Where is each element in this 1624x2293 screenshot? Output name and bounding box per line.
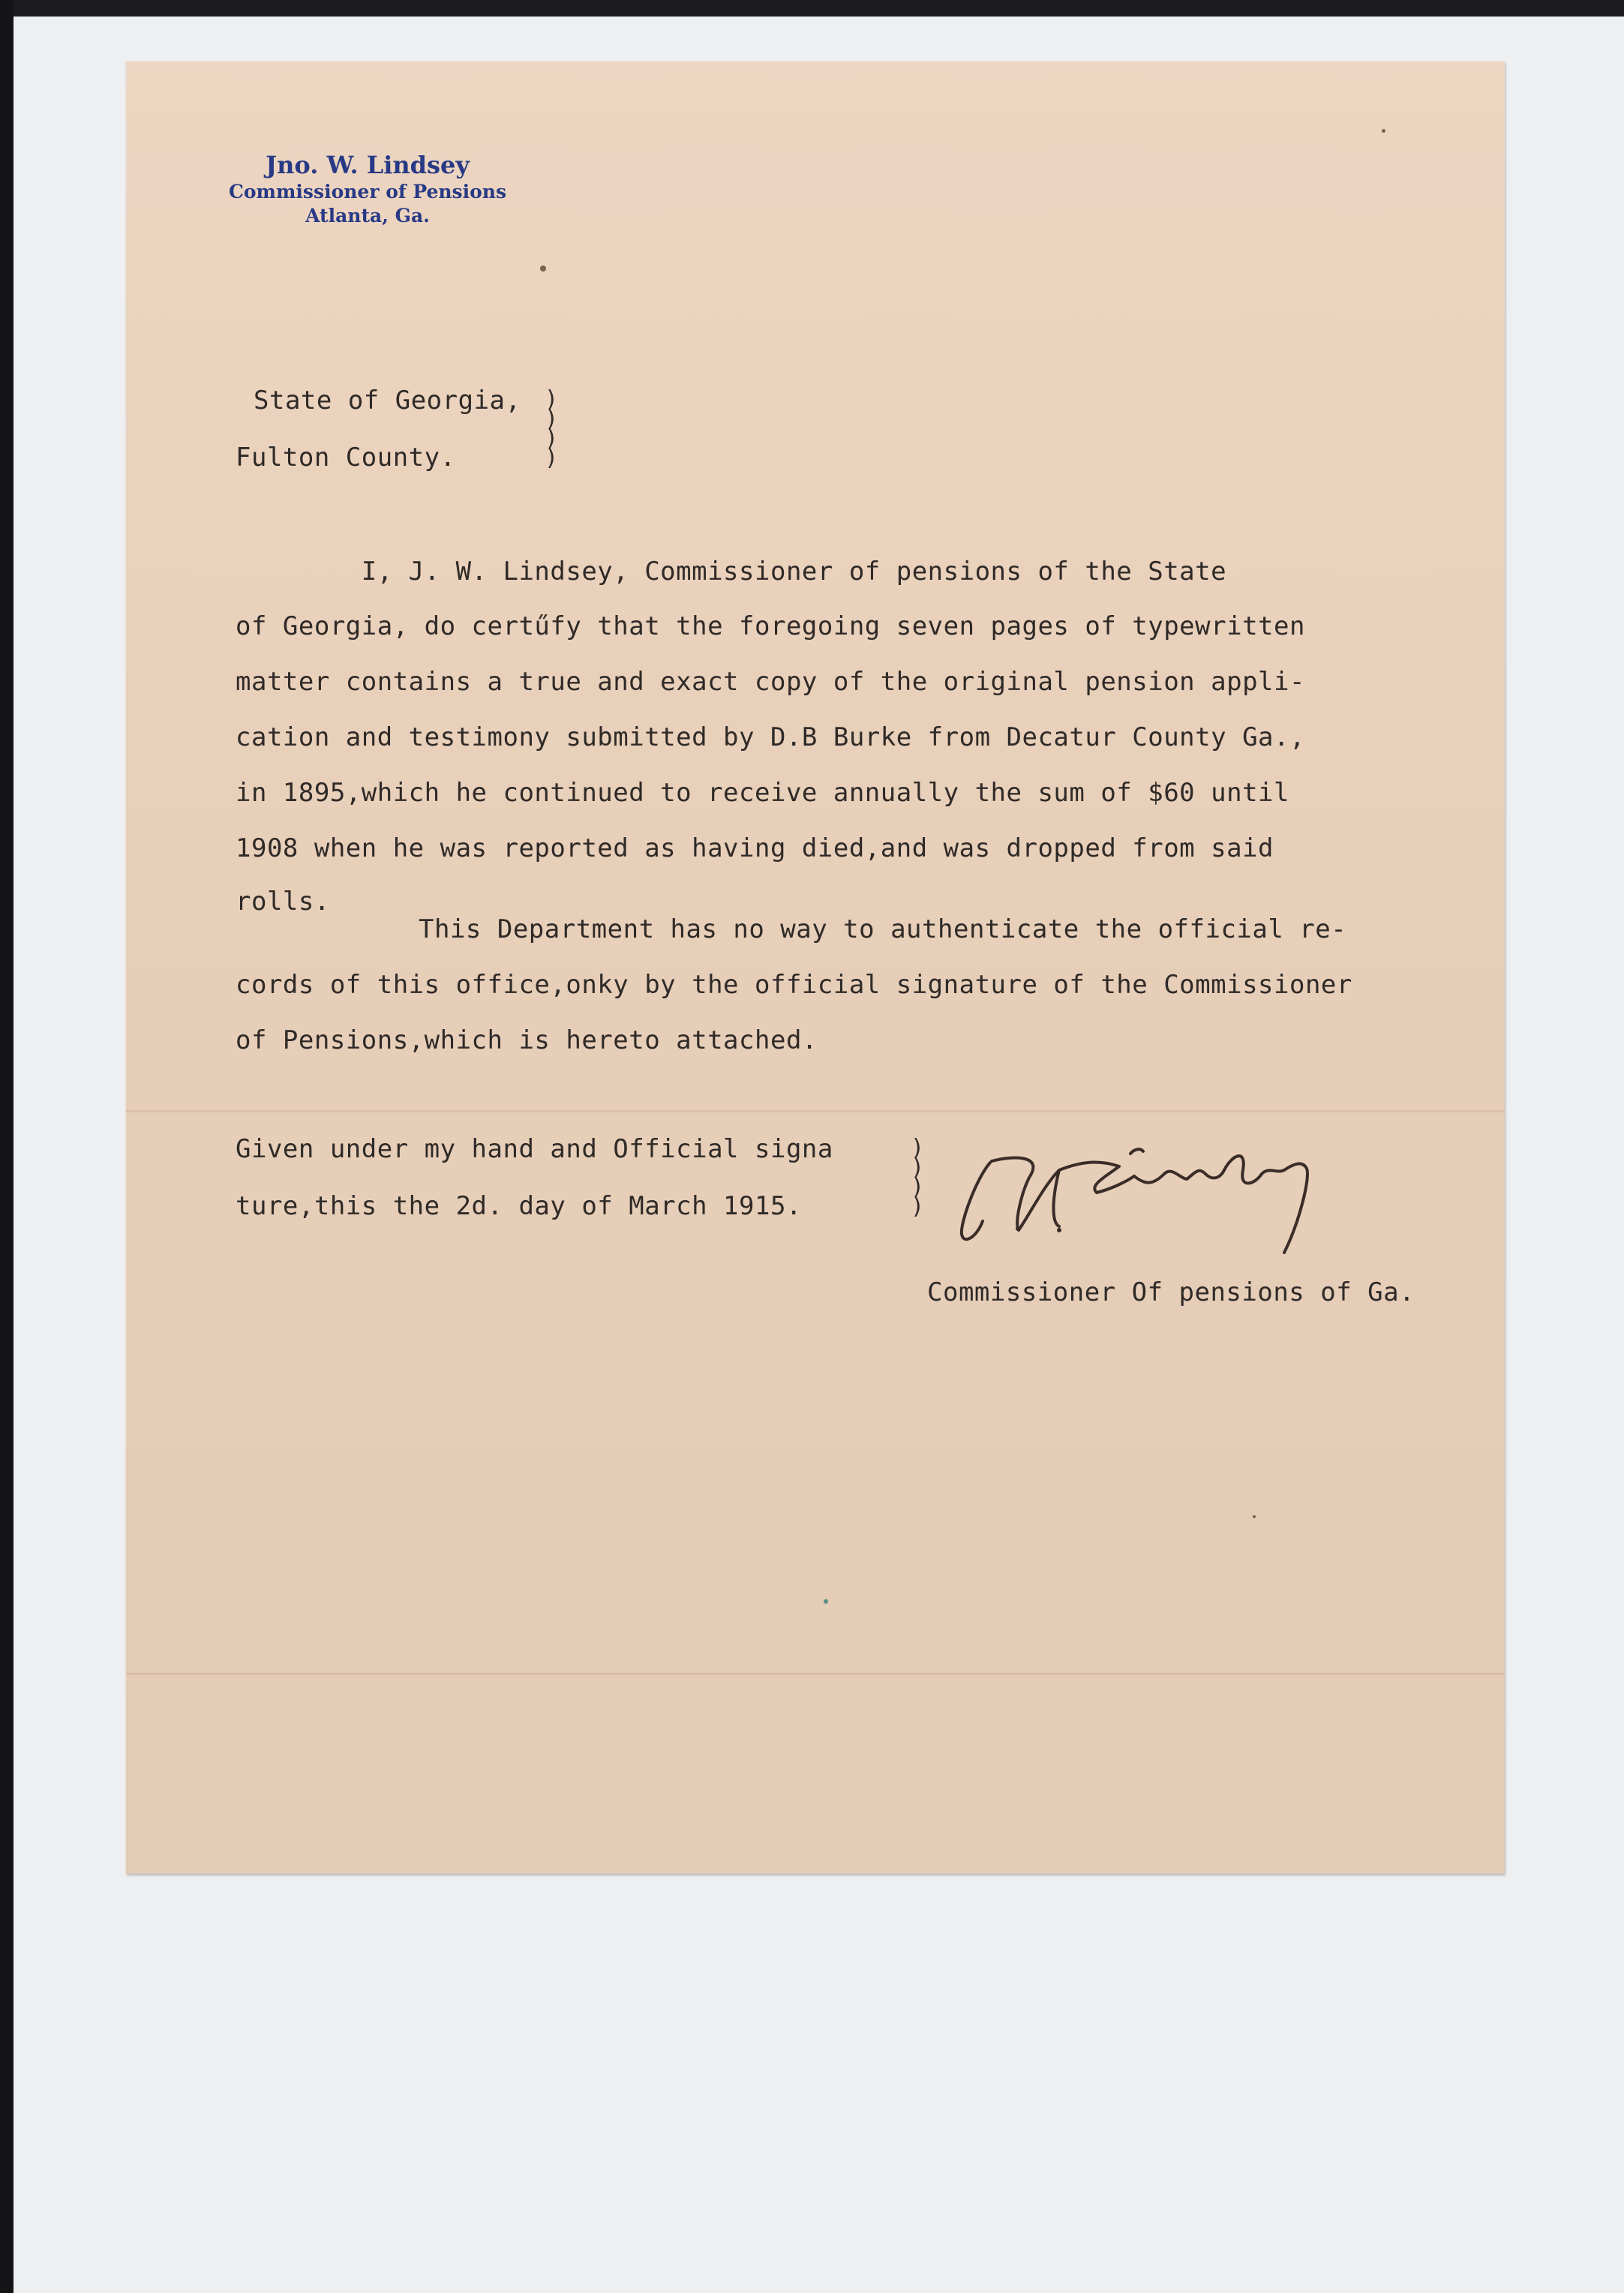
authentication-line: of Pensions,which is hereto attached. (236, 1025, 818, 1055)
certification-line: in 1895,which he continued to receive annually the sum of $60 until (236, 778, 1289, 808)
letter-sheet (126, 62, 1505, 1874)
certification-line: cation and testimony submitted by D.B Burke from Decatur County Ga., (236, 722, 1305, 752)
paper-speck (540, 266, 546, 272)
paper-speck (1382, 129, 1385, 133)
venue-state: State of Georgia, (254, 386, 521, 416)
letterhead-name: Jno. W. Lindsey (266, 151, 470, 179)
scanner-top-edge (0, 0, 1624, 17)
venue-county: Fulton County. (236, 443, 456, 473)
signoff-title: Commissioner Of pensions of Ga. (927, 1277, 1415, 1307)
fold-crease (126, 1673, 1505, 1675)
authentication-line: This Department has no way to authenticate the official re- (419, 914, 1347, 944)
certification-line: 1908 when he was reported as having died,and was dropped from said (236, 833, 1274, 863)
fold-crease (126, 1110, 1505, 1112)
paper-speck (824, 1599, 828, 1604)
given-bracket: ) ) ) ) (911, 1135, 925, 1220)
certification-line: I, J. W. Lindsey, Commissioner of pensions of the State (236, 557, 1227, 587)
certification-line: rolls. (236, 887, 330, 917)
certification-line: matter contains a true and exact copy of the original pension appli- (236, 667, 1305, 697)
handwritten-signature (947, 1133, 1397, 1268)
venue-bracket: ) ) ) ) (545, 386, 559, 471)
letterhead-city: Atlanta, Ga. (305, 205, 430, 227)
certification-line: of Georgia, do certűfy that the foregoing seven pages of typewritten (236, 611, 1305, 641)
authentication-line: cords of this office,onky by the official signature of the Commissioner (236, 970, 1352, 1000)
given-line: ture,this the 2d. day of March 1915. (236, 1191, 802, 1221)
letterhead (210, 150, 525, 228)
letterhead-title: Commissioner of Pensions (228, 181, 507, 203)
given-line: Given under my hand and Official signa (236, 1134, 833, 1164)
scanner-left-edge (0, 0, 14, 2293)
paper-speck (1253, 1515, 1256, 1518)
